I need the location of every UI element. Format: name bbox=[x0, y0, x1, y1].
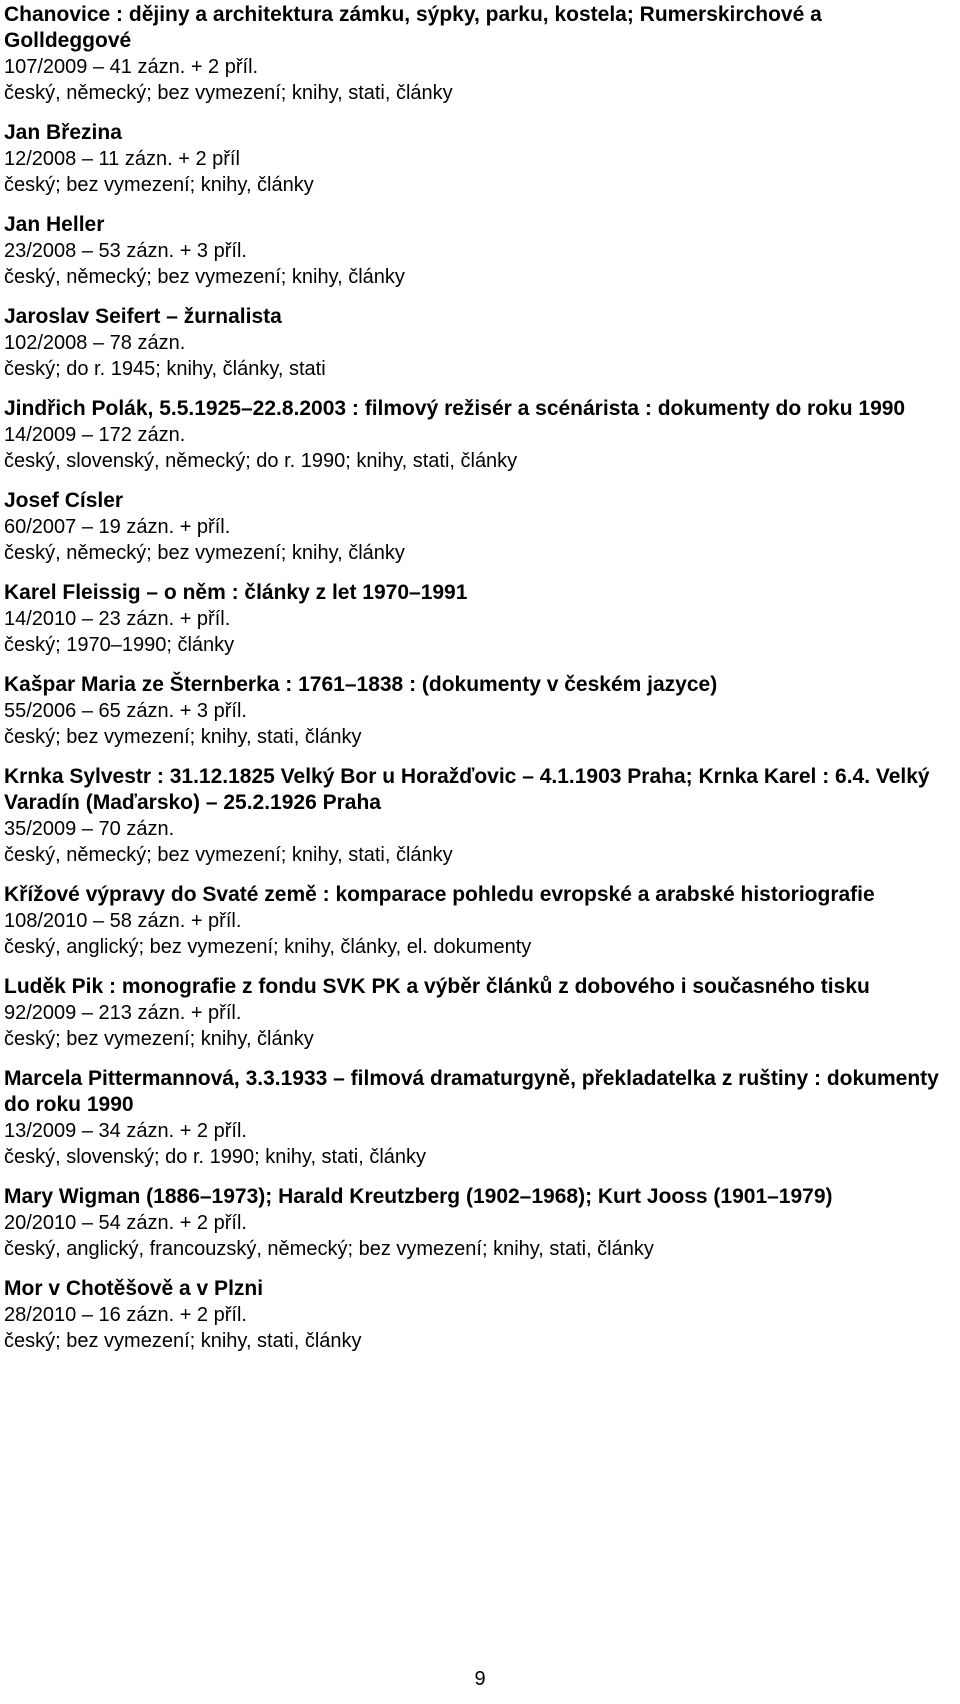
entry-details: český; 1970–1990; články bbox=[4, 634, 235, 656]
entry-details: český, německý; bez vymezení; knihy, stati, články bbox=[4, 82, 453, 104]
catalog-entry bbox=[4, 120, 944, 198]
entry-record: 108/2010 – 58 zázn. + příl. bbox=[4, 910, 242, 932]
catalog-entry bbox=[4, 974, 944, 1052]
entry-title: Marcela Pittermannová, 3.3.1933 – filmová dramaturgyně, překladatelka z ruštiny : dokumenty do roku 1990 bbox=[4, 1067, 939, 1116]
entry-title: Mary Wigman (1886–1973); Harald Kreutzberg (1902–1968); Kurt Jooss (1901–1979) bbox=[4, 1185, 833, 1208]
entry-title: Luděk Pik : monografie z fondu SVK PK a výběr článků z dobového i současného tisku bbox=[4, 975, 870, 998]
entry-details: český; bez vymezení; knihy, články bbox=[4, 174, 314, 196]
entry-details: český, německý; bez vymezení; knihy, články bbox=[4, 542, 405, 564]
entry-title: Karel Fleissig – o něm : články z let 1970–1991 bbox=[4, 581, 468, 604]
catalog-entry bbox=[4, 396, 944, 474]
entry-title: Jan Heller bbox=[4, 213, 105, 236]
entry-details: český, slovenský, německý; do r. 1990; knihy, stati, články bbox=[4, 450, 518, 472]
catalog-entry bbox=[4, 488, 944, 566]
entry-details: český; do r. 1945; knihy, články, stati bbox=[4, 358, 326, 380]
catalog-entry bbox=[4, 304, 944, 382]
entry-details: český, anglický, francouzský, německý; bez vymezení; knihy, stati, články bbox=[4, 1238, 654, 1260]
entry-details: český, anglický; bez vymezení; knihy, články, el. dokumenty bbox=[4, 936, 532, 958]
entry-title: Kašpar Maria ze Šternberka : 1761–1838 : (dokumenty v českém jazyce) bbox=[4, 673, 718, 696]
entry-record: 13/2009 – 34 zázn. + 2 příl. bbox=[4, 1120, 247, 1142]
catalog-entry bbox=[4, 580, 944, 658]
entry-title: Chanovice : dějiny a architektura zámku, sýpky, parku, kostela; Rumerskirchové a Golldeggové bbox=[4, 3, 822, 52]
entry-record: 14/2009 – 172 zázn. bbox=[4, 424, 186, 446]
entry-title: Josef Císler bbox=[4, 489, 124, 512]
entry-record: 12/2008 – 11 zázn. + 2 příl bbox=[4, 148, 240, 170]
catalog-list bbox=[4, 2, 944, 1368]
entry-record: 14/2010 – 23 zázn. + příl. bbox=[4, 608, 231, 630]
entry-details: český, německý; bez vymezení; knihy, stati, články bbox=[4, 844, 453, 866]
entry-record: 107/2009 – 41 zázn. + 2 příl. bbox=[4, 56, 259, 78]
entry-record: 23/2008 – 53 zázn. + 3 příl. bbox=[4, 240, 247, 262]
entry-record: 55/2006 – 65 zázn. + 3 příl. bbox=[4, 700, 247, 722]
entry-details: český; bez vymezení; knihy, stati, články bbox=[4, 1330, 362, 1352]
entry-title: Křížové výpravy do Svaté země : komparace pohledu evropské a arabské historiografie bbox=[4, 883, 875, 906]
entry-details: český; bez vymezení; knihy, stati, články bbox=[4, 726, 362, 748]
catalog-entry bbox=[4, 1276, 944, 1354]
entry-record: 20/2010 – 54 zázn. + 2 příl. bbox=[4, 1212, 247, 1234]
entry-title: Krnka Sylvestr : 31.12.1825 Velký Bor u Horažďovic – 4.1.1903 Praha; Krnka Karel : 6.4. Velký Varadín (Maďarsko) – 25.2.1926 Praha bbox=[4, 765, 930, 814]
catalog-entry bbox=[4, 212, 944, 290]
page-number: 9 bbox=[474, 1668, 486, 1690]
entry-details: český; bez vymezení; knihy, články bbox=[4, 1028, 314, 1050]
catalog-entry bbox=[4, 882, 944, 960]
entry-details: český, německý; bez vymezení; knihy, články bbox=[4, 266, 405, 288]
entry-record: 92/2009 – 213 zázn. + příl. bbox=[4, 1002, 242, 1024]
catalog-entry bbox=[4, 1066, 944, 1170]
entry-title: Jaroslav Seifert – žurnalista bbox=[4, 305, 282, 328]
catalog-entry bbox=[4, 1184, 944, 1262]
catalog-entry bbox=[4, 672, 944, 750]
catalog-entry bbox=[4, 764, 944, 868]
entry-title: Jindřich Polák, 5.5.1925–22.8.2003 : filmový režisér a scénárista : dokumenty do roku 1990 bbox=[4, 397, 906, 420]
entry-details: český, slovenský; do r. 1990; knihy, stati, články bbox=[4, 1146, 427, 1168]
entry-record: 28/2010 – 16 zázn. + 2 příl. bbox=[4, 1304, 247, 1326]
entry-record: 60/2007 – 19 zázn. + příl. bbox=[4, 516, 231, 538]
catalog-entry bbox=[4, 2, 944, 106]
entry-record: 102/2008 – 78 zázn. bbox=[4, 332, 186, 354]
entry-record: 35/2009 – 70 zázn. bbox=[4, 818, 175, 840]
entry-title: Jan Březina bbox=[4, 121, 122, 144]
entry-title: Mor v Chotěšově a v Plzni bbox=[4, 1277, 264, 1300]
